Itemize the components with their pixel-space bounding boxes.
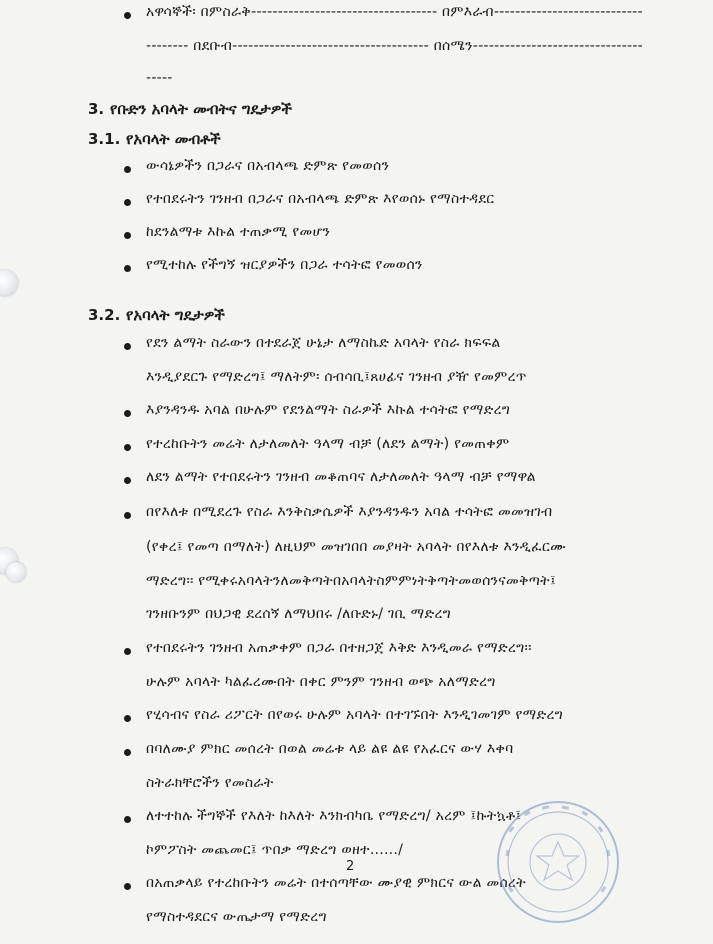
bullet-icon <box>124 816 131 823</box>
bullet-icon <box>124 477 131 484</box>
list-item-line: የተበደሩትን ገንዘብ አጠቃቀም በጋራ በተዘጋጀ እቅድ እንዲመራ የማድረግ፡፡ <box>146 640 532 656</box>
bullet-icon <box>124 715 131 722</box>
bullet-icon <box>124 410 131 417</box>
list-item: እያንዳንዱ አባል በሁሉም የደንልማት ስራዎች እኩል ተሳትፎ የማድረግ <box>146 402 511 418</box>
list-item-line: ኮምፖስት መጨመር፤ ጥበቃ ማድረግ ወዘተ....../ <box>146 842 404 858</box>
bullet-icon <box>124 512 131 519</box>
bullet-icon <box>124 166 131 173</box>
bullet-icon <box>124 12 131 19</box>
boundaries-line-3 <box>146 70 173 86</box>
list-item-line: ስትራክቸሮችን የመስራት <box>146 775 274 791</box>
bullet-icon <box>124 883 131 890</box>
line-text: የደን ልማት ስራውን በተደራጀ ሁኔታ ለማስኬድ አባላት የስራ ክፍፍል <box>146 335 501 351</box>
bullet-icon <box>124 232 131 239</box>
list-item-line: በየእለቱ በሚደረጉ የስራ እንቅስቃሴዎች እያንዳንዱን አባል ተሳትፎ መመዝገብ <box>146 504 553 520</box>
official-seal-icon <box>494 798 622 926</box>
boundaries-line-1 <box>146 4 643 20</box>
list-item-line: በአጠቃላይ የተረከቡትን መሬት በተሰጣቸው ሙያዊ ምክርና ውል መሰረት <box>146 875 526 891</box>
list-item-line: እንዲያደርጉ የማድረግ፤ ማለትም፡ ሰብሳቢ፤ጸሀፊና ገንዘብ ያዥ የመምረጥ <box>146 369 527 385</box>
list-item-line: በባለሙያ ምክር መሰረት በወል መሬቱ ላይ ልዩ ልዩ የአፈርና ውሃ እቀባ <box>146 741 514 757</box>
list-item: የተረከቡትን መሬት ለታለመለት ዓላማ ብቻ (ለደን ልማት) የመጠቀም <box>146 436 510 452</box>
list-item: ውሳኔዎችን በጋራና በአብላጫ ድምጽ የመወሰን <box>146 158 390 174</box>
boundary-south: በደቡብ------------------------------------- <box>193 38 429 54</box>
section-title: የቡድን አባላት መብትና ግዴታዎች <box>110 100 292 118</box>
bullet-icon <box>124 265 131 272</box>
list-item-line: ገንዘቡንም በህጋዊ ደረሰኝ ለማህበሩ /ለቡድኑ/ ገቢ ማድረግ <box>146 606 452 622</box>
bullet-icon <box>124 343 131 350</box>
subsection-number: 3.1. <box>88 130 121 148</box>
boundary-north: በሰሜን-------------------------------- <box>433 38 644 54</box>
boundaries-label: አዋሳኞች፡ <box>146 4 196 20</box>
list-item-line: ለተተከሉ ችግኞች የእለት ከእለት እንክብካቤ የማድረግ/ አረም ፤ኩትኳቶ፤ <box>146 808 522 824</box>
punch-hole <box>0 270 18 296</box>
page-number: 2 <box>346 859 355 874</box>
list-item: ለደን ልማት የተበደሩትን ገንዘብ መቆጠባና ለታለመለት ዓላማ ብቻ የማዋል <box>146 469 536 485</box>
subsection-title: የአባላት መብቶች <box>126 130 221 148</box>
section-number: 3. <box>88 100 105 118</box>
list-item: የሂሳብና የስራ ሪፖርት በየወሩ ሁሉም አባላት በተገኙበት እንዲገመገም የማድረግ <box>146 707 564 723</box>
boundary-dashes: -------- <box>146 38 189 54</box>
bullet-icon <box>124 648 131 655</box>
list-item-line: (የቀረ፤ የመጣ በማለት) ለዚህም መዝገበበ መያዛት አባላት በየእለቱ እንዲፈርሙ <box>146 539 566 555</box>
boundary-dashes: ----- <box>146 70 173 86</box>
boundary-west: በምእራብ---------------------------- <box>442 4 643 20</box>
subsection-title: የአባላት ግዴታዎች <box>126 306 225 324</box>
list-item-line: የማስተዳደርና ውጤታማ የማድረግ <box>146 909 327 925</box>
boundaries-line-2 <box>146 38 643 54</box>
punch-hole <box>6 562 26 582</box>
list-item-line: ማድረግ፡፡ የሚቀሩአባላትንለመቅጣትበአባላትስምምነትቅጣትመወሰንናመቅጣት፤ <box>146 573 556 589</box>
subsection-number: 3.2. <box>88 306 121 324</box>
list-item: ከደንልማቱ እኩል ተጠቃሚ የመሆን <box>146 224 331 240</box>
bullet-icon <box>124 444 131 451</box>
list-item: የተበደሩትን ገንዘብ በጋራና በአብላጫ ድምጽ እየወሰኑ የማስተዳደር <box>146 191 495 207</box>
list-item-line <box>146 335 666 351</box>
list-item-line: ሁሉም አባላት ካልፈረሙበት በቀር ምንም ገንዘብ ወጭ አለማድረግ <box>146 674 496 690</box>
list-item: የሚተከሉ የችግኝ ዝርያዎችን በጋራ ተሳትፎ የመወሰን <box>146 257 423 273</box>
bullet-icon <box>124 749 131 756</box>
boundary-east: በምስራቅ----------------------------------- <box>200 4 438 20</box>
bullet-icon <box>124 199 131 206</box>
